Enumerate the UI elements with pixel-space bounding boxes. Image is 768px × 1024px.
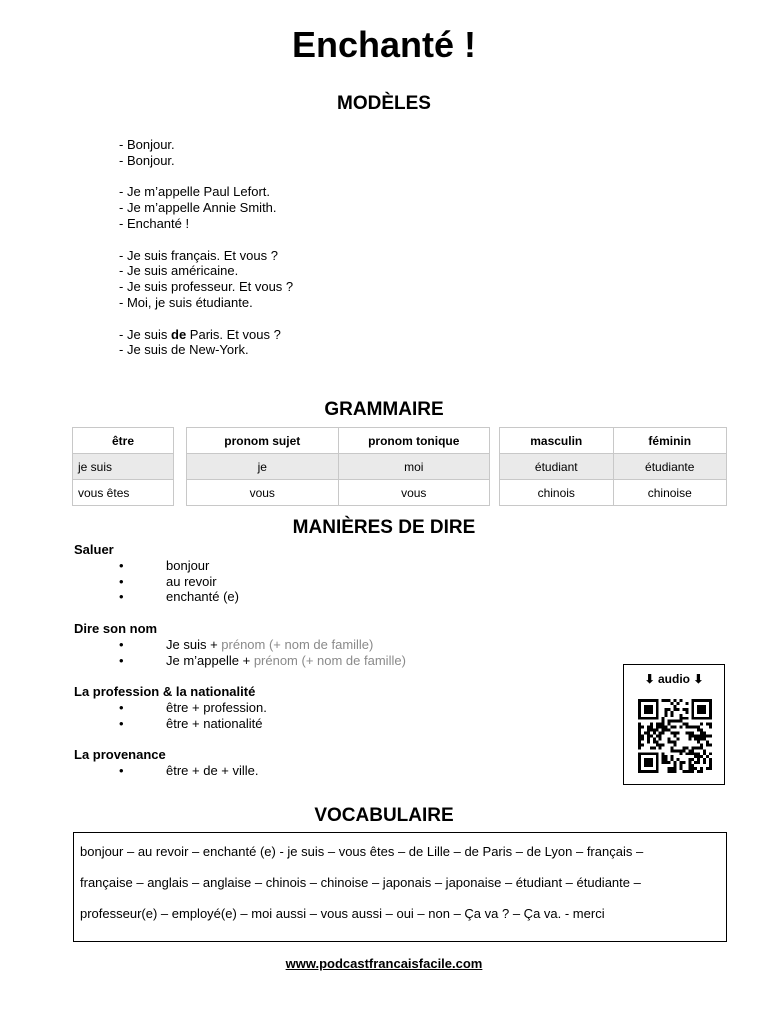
audio-label: ⬇ audio ⬇ <box>644 672 704 686</box>
genre-table <box>499 427 727 506</box>
dialogue-line: - Bonjour. <box>119 137 175 152</box>
list-item: • être + nationalité <box>119 715 263 731</box>
list-item: • être + profession. <box>119 699 267 715</box>
page-title: Enchanté ! <box>291 24 477 65</box>
genre-cell: chinois <box>500 480 614 506</box>
dialogue-line: - Je suis français. Et vous ? <box>119 247 278 263</box>
vocabulary-line: française – anglais – anglaise – chinois – chinoise – japonais – japonaise – étudiant – étudiante – <box>80 875 641 890</box>
etre-table <box>72 427 174 506</box>
list-item: • bonjour <box>119 557 210 573</box>
pronoms-cell: vous <box>338 480 490 506</box>
dialogue-line: - Je suis professeur. Et vous ? <box>119 279 294 295</box>
qr-code-icon[interactable] <box>638 699 712 773</box>
dialogue-line-bold-de: - Je suis de Paris. Et vous ? <box>119 326 281 342</box>
manieres-block <box>74 542 406 779</box>
bullet: • <box>119 636 124 652</box>
genre-cell: étudiante <box>613 454 727 480</box>
pronoms-cell: vous <box>187 480 339 506</box>
pronoms-header: pronom tonique <box>338 428 490 454</box>
dialogue-line: - Bonjour. <box>119 152 175 168</box>
pronoms-cell: je <box>187 454 339 480</box>
dialogue-line: - Moi, je suis étudiante. <box>119 294 253 310</box>
section-title-modeles: MODÈLES <box>337 93 431 114</box>
vocabulary-box <box>73 832 727 942</box>
etre-cell: je suis <box>73 454 174 480</box>
vocabulary-line: bonjour – au revoir – enchanté (e) - je suis – vous êtes – de Lille – de Paris – de Lyon – français – <box>80 844 644 859</box>
dialogue-line: - Je suis de New-York. <box>119 342 249 358</box>
section-title-manieres: MANIÈRES DE DIRE <box>292 517 476 538</box>
bullet: • <box>119 557 124 573</box>
list-item: • au revoir <box>119 573 217 589</box>
dialogue-line: - Je m’appelle Paul Lefort. <box>119 184 271 200</box>
bullet: • <box>119 652 124 668</box>
manieres-subtitle: La provenance <box>74 747 166 763</box>
etre-header: être <box>73 428 174 454</box>
list-item: • Je suis + prénom (+ nom de famille) <box>119 636 374 652</box>
genre-header: féminin <box>613 428 727 454</box>
manieres-subtitle: La profession & la nationalité <box>74 684 256 700</box>
dialogue-block <box>119 137 293 358</box>
bullet: • <box>119 715 124 731</box>
list-item: • être + de + ville. <box>119 763 259 779</box>
bullet: • <box>119 763 124 779</box>
website-link[interactable]: www.podcastfrancaisfacile.com <box>285 956 483 971</box>
pronoms-table <box>186 427 490 506</box>
dialogue-line: - Je suis américaine. <box>119 263 239 279</box>
manieres-subtitle: Dire son nom <box>74 620 158 636</box>
genre-cell: chinoise <box>613 480 727 506</box>
bullet: • <box>119 589 124 605</box>
section-title-vocabulaire: VOCABULAIRE <box>314 805 454 826</box>
section-title-grammaire: GRAMMAIRE <box>324 399 444 420</box>
pronoms-cell: moi <box>338 454 490 480</box>
genre-cell: étudiant <box>500 454 614 480</box>
genre-header: masculin <box>500 428 614 454</box>
list-item: • enchanté (e) <box>119 589 239 605</box>
bullet: • <box>119 699 124 715</box>
etre-cell: vous êtes <box>73 480 174 506</box>
audio-box[interactable] <box>623 664 725 785</box>
vocabulary-line: professeur(e) – employé(e) – moi aussi – vous aussi – oui – non – Ça va ? – Ça va. - merci <box>80 906 605 921</box>
manieres-subtitle: Saluer <box>74 542 114 557</box>
bullet: • <box>119 573 124 589</box>
dialogue-line: - Je m’appelle Annie Smith. <box>119 200 277 216</box>
pronoms-header: pronom sujet <box>187 428 339 454</box>
dialogue-line: - Enchanté ! <box>119 215 190 231</box>
list-item: • Je m’appelle + prénom (+ nom de famille) <box>119 652 406 668</box>
